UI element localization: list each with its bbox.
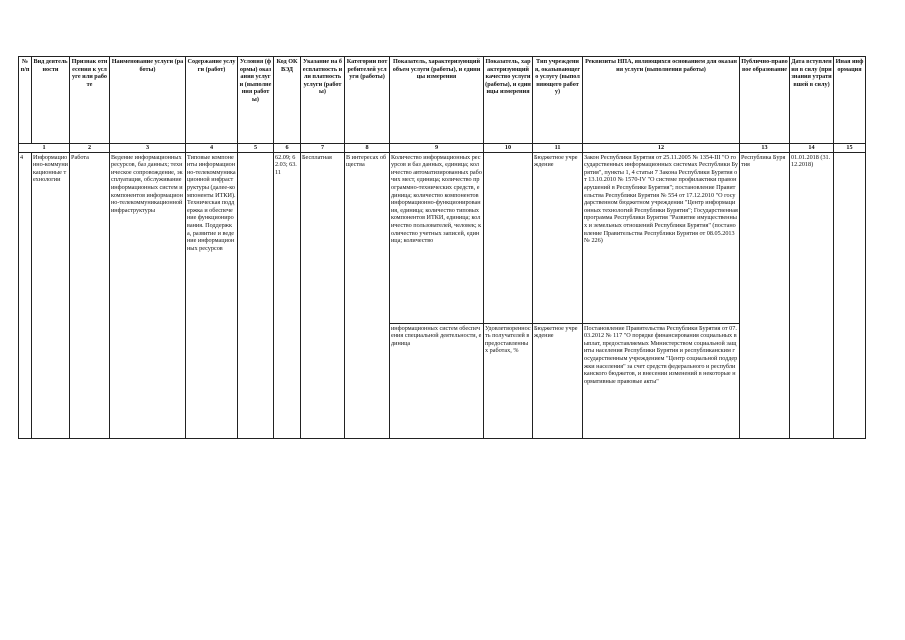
content-cell: Типовые компоненты информационно-телекоммуникационной инфраструктуры (далее-компоненты ИТКИ). Техническая поддержка и обеспечение функционирования. Поддержка, развитие и ведение информационных ресурсов [186,152,238,438]
header-cell: Реквизиты НПА, являющихся основанием для оказания услуги (выполнения работы) [583,57,740,144]
header-cell: Содержание услуги (работ) [186,57,238,144]
column-number: 3 [110,144,186,153]
header-cell: № п/п [19,57,32,144]
sign-cell: Работа [70,152,110,438]
header-cell: Показатель, характеризующий объем услуги (работы), и единицы измерения [390,57,484,144]
okved-cell: 62.09; 62.03; 63.11 [274,152,301,438]
column-number: 9 [390,144,484,153]
header-cell: Показатель, характеризующий качество услуги (работы), и единицы измерения [484,57,533,144]
volume-cell: информационных систем обеспечения специальной деятельности, единица [390,323,484,438]
services-table [18,56,866,439]
column-number: 7 [301,144,345,153]
column-number: 5 [238,144,274,153]
header-cell: Наименование услуги (работы) [110,57,186,144]
quality-cell: Удовлетворенность получателей в предоставленных работах, % [484,323,533,438]
header-cell: Дата вступления в силу (признания утратившей в силу) [790,57,834,144]
column-number-row [19,144,866,153]
header-cell: Признак отнесения к услуге или работе [70,57,110,144]
table-row [19,152,866,323]
header-cell: Публично-правовое образование [740,57,790,144]
column-number: 4 [186,144,238,153]
header-cell: Вид деятельности [32,57,70,144]
column-number: 10 [484,144,533,153]
header-cell: Условия (формы) оказания услуги (выполнения работы) [238,57,274,144]
column-number: 11 [533,144,583,153]
column-number: 6 [274,144,301,153]
header-cell: Иная информация [834,57,866,144]
quality-cell [484,152,533,323]
header-cell: Тип учреждения, оказывающего услугу (выполняющего работу) [533,57,583,144]
column-number: 2 [70,144,110,153]
entity-cell: Республика Бурятия [740,152,790,438]
date-cell: 01.01.2018 (31.12.2018) [790,152,834,438]
row-number: 4 [19,152,32,438]
volume-cell: Количество информационных ресурсов и баз данных, единица; количество автоматизированных рабочих мест, единица; количество программно-технических средств, единица; количество компонентов информационно-функционирования, единица; количество типовых компонентов ИТКИ, единица; количество пользователей, человек; количество учетных записей, единица; количество [390,152,484,323]
institution-type-cell: Бюджетное учреждение [533,152,583,323]
other-info-cell [834,152,866,438]
column-number: 12 [583,144,740,153]
column-number: 15 [834,144,866,153]
column-number: 8 [345,144,390,153]
institution-type-cell: Бюджетное учреждение [533,323,583,438]
consumers-cell: В интересах общества [345,152,390,438]
service-name-cell: Ведение информационных ресурсов, баз данных; техническое сопровождение, эксплуатация, обслуживание информационных систем и компонентов информационно-телекоммуникационной инфраструктуры [110,152,186,438]
column-number: 13 [740,144,790,153]
column-number: 14 [790,144,834,153]
npa-cell: Постановление Правительства Республики Бурятия от 07.03.2012 № 117 "О порядке финансирования социальных выплат, предоставляемых Министерством социальной защиты населения Республики Бурятия и республиканским государственным учреждением "Центр социальной поддержки населения" за счет средств федерального и республиканского бюджетов, и внесении изменений в некоторые нормативные правовые акты" [583,323,740,438]
header-row [19,57,866,144]
paid-cell: Бесплатная [301,152,345,438]
header-cell: Категории потребителей услуги (работы) [345,57,390,144]
activity-cell: Информационно-коммуникационные технологии [32,152,70,438]
npa-cell: Закон Республики Бурятия от 25.11.2005 № 1354-III "О государственных информационных системах Республики Бурятия", пункты 1, 4 статьи 7 Закона Республики Бурятия от 13.10.2010 № 1570-IV "О системе профилактики правонарушений в Республике Бурятия"; постановление Правительства Республики Бурятия № 554 от 17.12.2010 "О государственном бюджетном учреждении "Центр информационных технологий Республики Бурятия"; Государственная программа Республики Бурятия "Развитие имущественных и земельных отношений Республики Бурятия" (постановление Правительства Республики Бурятия от 08.05.2013 № 226) [583,152,740,323]
conditions-cell [238,152,274,438]
column-number: 1 [19,144,70,153]
header-cell: Указание на бесплатность или платность услуги (работы) [301,57,345,144]
header-cell: Код ОКВЭД [274,57,301,144]
